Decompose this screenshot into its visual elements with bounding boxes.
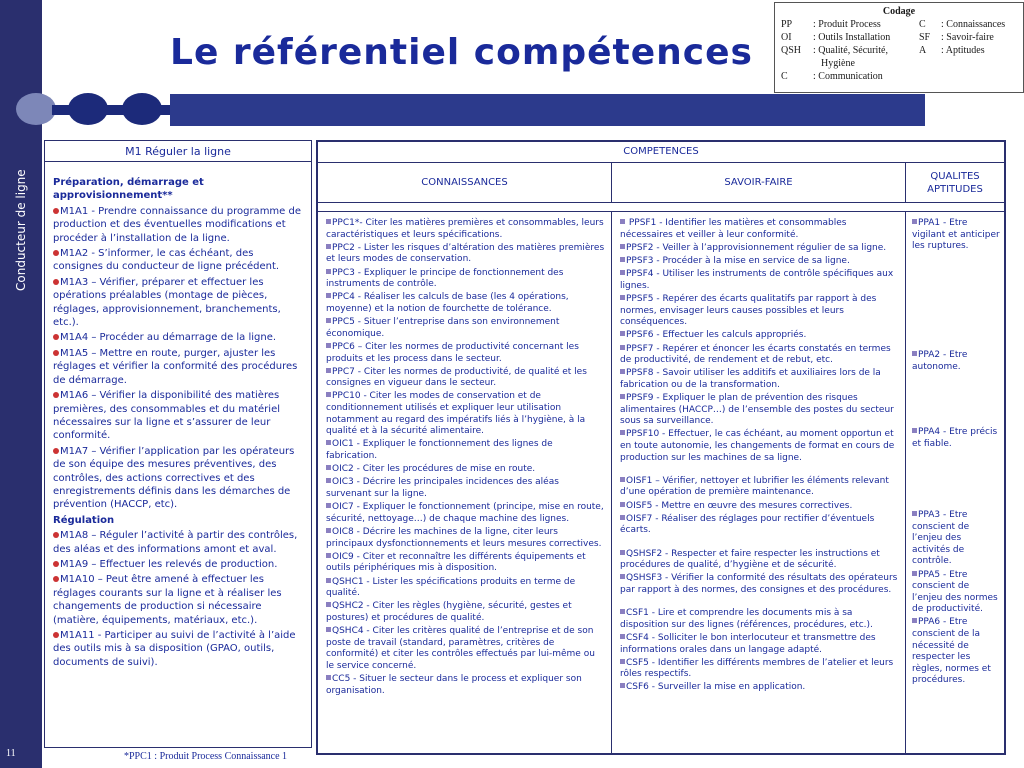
list-item (326, 527, 605, 550)
list-item-text: QSHSF2 - Respecter et faire respecter les instructions et procédures de qualité, d’hygiène et de sécurité. (620, 548, 880, 571)
list-item-text: PPC1*- Citer les matières premières et consommables, leurs caractéristiques et leurs spécifications. (326, 218, 604, 240)
col-aptitudes (906, 211, 1004, 753)
square-bullet-icon (912, 571, 917, 576)
square-bullet-icon (912, 511, 917, 516)
codage-row (781, 18, 1017, 31)
square-bullet-icon (326, 503, 331, 508)
list-item-text: M1A8 – Réguler l’activité à partir des contrôles, des aléas et des informations amont et aval. (53, 530, 298, 555)
list-item-text: OIC3 - Décrire les principales incidences des aléas survenant sur la ligne. (326, 477, 559, 499)
list-item-text: M1A4 – Procéder au démarrage de la ligne. (60, 332, 277, 344)
list-item (620, 368, 899, 391)
list-item-text: PPSF5 - Repérer des écarts qualitatifs par rapport à des normes, envisager leurs causes possibles et leurs conséquences. (620, 293, 877, 328)
round-bullet-icon (53, 334, 59, 340)
list-item (53, 529, 303, 556)
list-item (620, 243, 899, 255)
module-section-heading: Préparation, démarrage et approvisionnement** (53, 177, 204, 202)
list-item-text: QSHC1 - Lister les spécifications produits en terme de qualité. (326, 576, 576, 599)
list-item-text: PPC2 - Lister les risques d’altération des matières premières et leurs modes de conservation. (326, 242, 605, 265)
list-item (326, 626, 605, 672)
list-item-text: OISF1 – Vérifier, nettoyer et lubrifier les éléments relevant d’une opération de première maintenance. (620, 475, 889, 498)
codage-code: PP (781, 19, 793, 30)
list-item (53, 205, 303, 245)
codage-label: : Connaissances (941, 19, 1006, 30)
codage-title: Codage (882, 6, 916, 17)
square-bullet-icon (620, 369, 625, 374)
codage-label: : Outils Installation (813, 32, 891, 43)
module-items-list (53, 529, 303, 669)
list-item-text: M1A6 – Vérifier la disponibilité des matières premières, des consommables et du matériel nécessaires sur la ligne et s’assurer de leur conformité. (53, 390, 281, 442)
col-header-connaissances: CONNAISSANCES (318, 163, 612, 203)
square-bullet-icon (620, 345, 625, 350)
square-bullet-icon (326, 627, 331, 632)
col-header-aptitudes: QUALITES APTITUDES (906, 163, 1004, 203)
list-item (620, 429, 899, 464)
square-bullet-icon (620, 270, 625, 275)
aptitude-text: PPA1 - Etre vigilant et anticiper les ruptures. (912, 218, 1000, 252)
square-bullet-icon (620, 244, 625, 249)
square-bullet-icon (620, 502, 625, 507)
square-bullet-icon (620, 515, 625, 520)
sf-group (620, 608, 899, 694)
col-header-savoir-faire: SAVOIR-FAIRE (612, 163, 906, 203)
codage-code: C (919, 19, 926, 30)
list-item (620, 344, 899, 367)
square-bullet-icon (620, 634, 625, 639)
competences-table (316, 140, 1006, 755)
list-item-text: M1A10 – Peut être amené à effectuer les réglages courants sur la ligne et à réaliser les changements de production si nécessaire (matière, équipements, matériaux, etc.). (53, 574, 282, 626)
list-item-text: PPC4 - Réaliser les calculs de base (les 4 opérations, moyenne) et la notion de fourchette de tolérance. (326, 292, 569, 314)
list-item (326, 268, 605, 291)
square-bullet-icon (620, 574, 625, 579)
list-item (53, 347, 303, 387)
list-item-text: OIC7 - Expliquer le fonctionnement (principe, mise en route, sécurité, nettoyage…) de chaque machine des lignes. (326, 502, 604, 524)
codage-row (781, 44, 1017, 57)
list-item (53, 276, 303, 330)
module-title: M1 Réguler la ligne (45, 141, 311, 162)
list-item (620, 682, 899, 694)
list-item-text: PPC7 - Citer les normes de productivité, de qualité et les consignes en vigueur dans le secteur. (326, 366, 587, 389)
list-item (53, 331, 303, 344)
codage-code (781, 57, 813, 70)
list-item-text: CSF6 - Surveiller la mise en application. (626, 682, 806, 693)
list-item (53, 389, 303, 443)
round-bullet-icon (53, 448, 59, 454)
list-item-text: OIC2 - Citer les procédures de mise en route. (332, 464, 536, 475)
aptitude-text: PPA6 - Etre conscient de la nécessité de respecter les règles, normes et procédures. (912, 617, 991, 686)
round-bullet-icon (53, 632, 59, 638)
round-bullet-icon (53, 350, 59, 356)
square-bullet-icon (620, 295, 625, 300)
list-item-text: PPSF3 - Procéder à la mise en service de sa ligne. (626, 255, 850, 266)
list-item-text: PPSF4 - Utiliser les instruments de contrôle spécifiques aux lignes. (620, 269, 894, 291)
list-item (326, 601, 605, 624)
list-item-text: M1A5 – Mettre en route, purger, ajuster les réglages et vérifier la conformité des procédures de démarrage. (53, 347, 298, 386)
square-bullet-icon (620, 683, 625, 688)
aptitude-item (912, 218, 1000, 253)
list-item (326, 391, 605, 437)
codage-code: C (781, 71, 788, 82)
list-item (326, 439, 605, 462)
col-savoir-faire (612, 211, 906, 753)
square-bullet-icon (620, 550, 625, 555)
side-label: Conducteur de ligne (14, 169, 28, 291)
list-item (620, 256, 899, 268)
list-item-text: CC5 - Situer le secteur dans le process et expliquer son organisation. (326, 674, 582, 696)
list-item (620, 633, 899, 656)
round-bullet-icon (53, 208, 59, 214)
list-item-text: M1A3 – Vérifier, préparer et effectuer les opérations préalables (montage de pièces, réglages, approvisionnement, branchements, etc.). (53, 276, 281, 329)
list-item (326, 367, 605, 390)
round-bullet-icon (53, 250, 59, 256)
list-item-text: CSF1 - Lire et comprendre les documents mis à sa disposition sur des lignes (références, procédures, etc.). (620, 608, 873, 630)
competences-header: COMPETENCES (318, 142, 1004, 163)
list-item-text: M1A2 - S’informer, le cas échéant, des consignes du conducteur de ligne précédent. (53, 248, 280, 273)
aptitude-text: PPA5 - Etre conscient de l’enjeu des normes de productivité. (912, 569, 998, 615)
list-item (326, 243, 605, 266)
list-item (53, 558, 303, 571)
square-bullet-icon (326, 318, 331, 323)
list-item (326, 464, 605, 476)
page-title: Le référentiel compétences (170, 32, 753, 73)
list-item (53, 629, 303, 669)
list-item-text: PPSF1 - Identifier les matières et consommables nécessaires et veiller à leur conformité. (620, 218, 847, 240)
round-bullet-icon (53, 279, 59, 285)
list-item (326, 342, 605, 365)
aptitude-item (912, 350, 1000, 373)
list-item-text: QSHC4 - Citer les critères qualité de l’entreprise et de son poste de travail (standard, paramètres, critères de conformité) et citer les contrôles effectués par lui-même ou le service concerné. (326, 626, 595, 671)
codage-legend (774, 2, 1024, 93)
list-item (53, 247, 303, 274)
codage-code: SF (919, 32, 931, 43)
round-bullet-icon (53, 576, 59, 582)
codage-label: : Aptitudes (941, 45, 985, 56)
square-bullet-icon (326, 269, 331, 274)
list-item (620, 476, 899, 499)
list-item (326, 502, 605, 525)
list-item-text: PPC10 - Citer les modes de conservation et de conditionnement utilisés et expliquer leur utilisation notamment au regard des impératifs liés à l’hygiène, à la qualité et à la sécurité alimentaire. (326, 391, 586, 437)
list-item-text: QSHC2 - Citer les règles (hygiène, sécurité, gestes et postures) et procédures de qualité. (326, 601, 572, 623)
list-item-text: PPC3 - Expliquer le principe de fonctionnement des instruments de contrôle. (326, 267, 564, 290)
list-item-text: M1A1 - Prendre connaissance du programme de production et des éventuelles modifications et procéder à l’installation de la ligne. (53, 205, 302, 244)
list-item (620, 393, 899, 428)
list-item (620, 294, 899, 329)
square-bullet-icon (326, 244, 331, 249)
list-item-text: PPSF8 - Savoir utiliser les additifs et auxiliaires lors de la fabrication ou de la transformation. (620, 368, 881, 390)
square-bullet-icon (326, 528, 331, 533)
square-bullet-icon (912, 351, 917, 356)
square-bullet-icon (326, 440, 331, 445)
aptitude-item (912, 570, 1000, 616)
codage-label: : Produit Process (813, 19, 881, 30)
list-item (620, 501, 899, 513)
list-item (326, 218, 605, 241)
square-bullet-icon (620, 477, 625, 482)
square-bullet-icon (326, 553, 331, 558)
square-bullet-icon (326, 343, 331, 348)
page-number: 11 (6, 748, 16, 759)
list-item-text: QSHSF3 - Vérifier la conformité des résultats des opérateurs par rapport à des normes, des consignes et des procédures. (620, 573, 898, 595)
square-bullet-icon (620, 609, 625, 614)
square-bullet-icon (326, 368, 331, 373)
square-bullet-icon (326, 465, 331, 470)
square-bullet-icon (326, 293, 331, 298)
list-item-text: OIC1 - Expliquer le fonctionnement des lignes de fabrication. (326, 439, 553, 462)
codage-row (781, 57, 1017, 70)
list-item-text: PPC5 - Situer l’entreprise dans son environnement économique. (326, 317, 560, 339)
footnote: *PPC1 : Produit Process Connaissance 1 (124, 751, 288, 762)
module-box (44, 140, 312, 748)
decor-circle-1 (16, 93, 56, 125)
list-item-text: PPSF6 - Effectuer les calculs appropriés. (626, 330, 807, 341)
list-item (326, 674, 605, 697)
list-item-text: CSF4 - Solliciter le bon interlocuteur et transmettre des informations orales dans un langage adapté. (620, 632, 876, 655)
list-item (53, 445, 303, 512)
module-section-heading: Régulation (53, 514, 115, 526)
col-connaissances (318, 211, 612, 753)
list-item-text: M1A7 – Vérifier l’application par les opérateurs de son équipe des mesures préventives, des contrôles, des actions correctives et des enregistrements définis dans les démarches de prévention (HACCP, etc). (53, 445, 295, 511)
list-item-text: OISF7 - Réaliser des réglages pour rectifier d’éventuels écarts. (620, 513, 875, 536)
aptitude-text: PPA3 - Etre conscient de l’enjeu des activités de contrôle. (912, 509, 970, 567)
sf-group (620, 218, 899, 464)
square-bullet-icon (326, 602, 331, 607)
square-bullet-icon (620, 257, 625, 262)
list-item (53, 573, 303, 627)
list-item (620, 573, 899, 596)
codage-code: OI (781, 32, 792, 43)
decor-circle-3 (122, 93, 162, 125)
list-item (326, 292, 605, 315)
list-item-text: PPSF9 - Expliquer le plan de prévention des risques alimentaires (HACCP…) de l’ensemble des postes du secteur sous sa surveillance. (620, 393, 894, 427)
list-item-text: OIC9 - Citer et reconnaître les différents équipements et outils périphériques mis à disposition. (326, 551, 586, 574)
list-item-text: PPC6 – Citer les normes de productivité concernant les produits et les process dans le secteur. (326, 341, 579, 364)
square-bullet-icon (620, 430, 625, 435)
sf-group (620, 549, 899, 597)
codage-row (781, 70, 1017, 83)
list-item (326, 552, 605, 575)
list-item (620, 658, 899, 681)
list-item (326, 317, 605, 340)
list-item-text: OISF5 - Mettre en œuvre des mesures correctives. (626, 500, 853, 511)
square-bullet-icon (326, 219, 331, 224)
aptitude-item (912, 510, 1000, 568)
list-item (620, 514, 899, 537)
square-bullet-icon (620, 219, 625, 224)
aptitude-text: PPA4 - Etre précis et fiable. (912, 427, 998, 449)
list-item-text: PPSF7 - Repérer et énoncer les écarts constatés en termes de productivité, de rendement et de rebut, etc. (620, 343, 891, 366)
square-bullet-icon (326, 478, 331, 483)
list-item (620, 608, 899, 631)
list-item-text: M1A9 – Effectuer les relevés de production. (60, 558, 278, 570)
sf-group (620, 476, 899, 537)
list-item-text: OIC8 - Décrire les machines de la ligne, citer leurs principaux dysfonctionnements et leurs mesures correctives. (326, 526, 602, 549)
decor-circle-2 (68, 93, 108, 125)
square-bullet-icon (912, 219, 917, 224)
codage-label: Hygiène (821, 58, 855, 69)
list-item (620, 218, 899, 241)
module-items-list (53, 205, 303, 512)
decor-bar (170, 94, 925, 126)
codage-label: : Communication (813, 71, 883, 82)
list-item (326, 477, 605, 500)
codage-label: : Savoir-faire (941, 32, 994, 43)
square-bullet-icon (912, 428, 917, 433)
module-body (45, 162, 311, 669)
codage-row (781, 31, 1017, 44)
list-item (620, 549, 899, 572)
list-item-text: PPSF10 - Effectuer, le cas échéant, au moment opportun et en toute autonomie, les changements de format en cours de production sur les machines de sa ligne. (620, 429, 895, 463)
codage-code: A (919, 45, 927, 56)
list-item (620, 269, 899, 292)
square-bullet-icon (620, 394, 625, 399)
square-bullet-icon (912, 618, 917, 623)
round-bullet-icon (53, 532, 59, 538)
square-bullet-icon (620, 659, 625, 664)
square-bullet-icon (620, 331, 625, 336)
square-bullet-icon (326, 578, 331, 583)
list-item (620, 330, 899, 342)
aptitude-text: PPA2 - Etre autonome. (912, 350, 968, 372)
list-item-text: PPSF2 - Veiller à l’approvisionnement régulier de sa ligne. (626, 242, 887, 253)
round-bullet-icon (53, 561, 59, 567)
codage-label: : Qualité, Sécurité, (813, 45, 888, 56)
aptitude-item (912, 617, 1000, 687)
list-item-text: M1A11 - Participer au suivi de l’activité à l’aide des outils mis à sa disposition (GPAO, outils, documents de suivi). (53, 630, 296, 668)
list-item (326, 577, 605, 600)
square-bullet-icon (326, 392, 331, 397)
list-item-text: CSF5 - Identifier les différents membres de l’atelier et leurs rôles respectifs. (620, 657, 894, 680)
aptitude-item (912, 427, 1000, 450)
square-bullet-icon (326, 675, 331, 680)
round-bullet-icon (53, 392, 59, 398)
codage-code: QSH (781, 45, 802, 56)
